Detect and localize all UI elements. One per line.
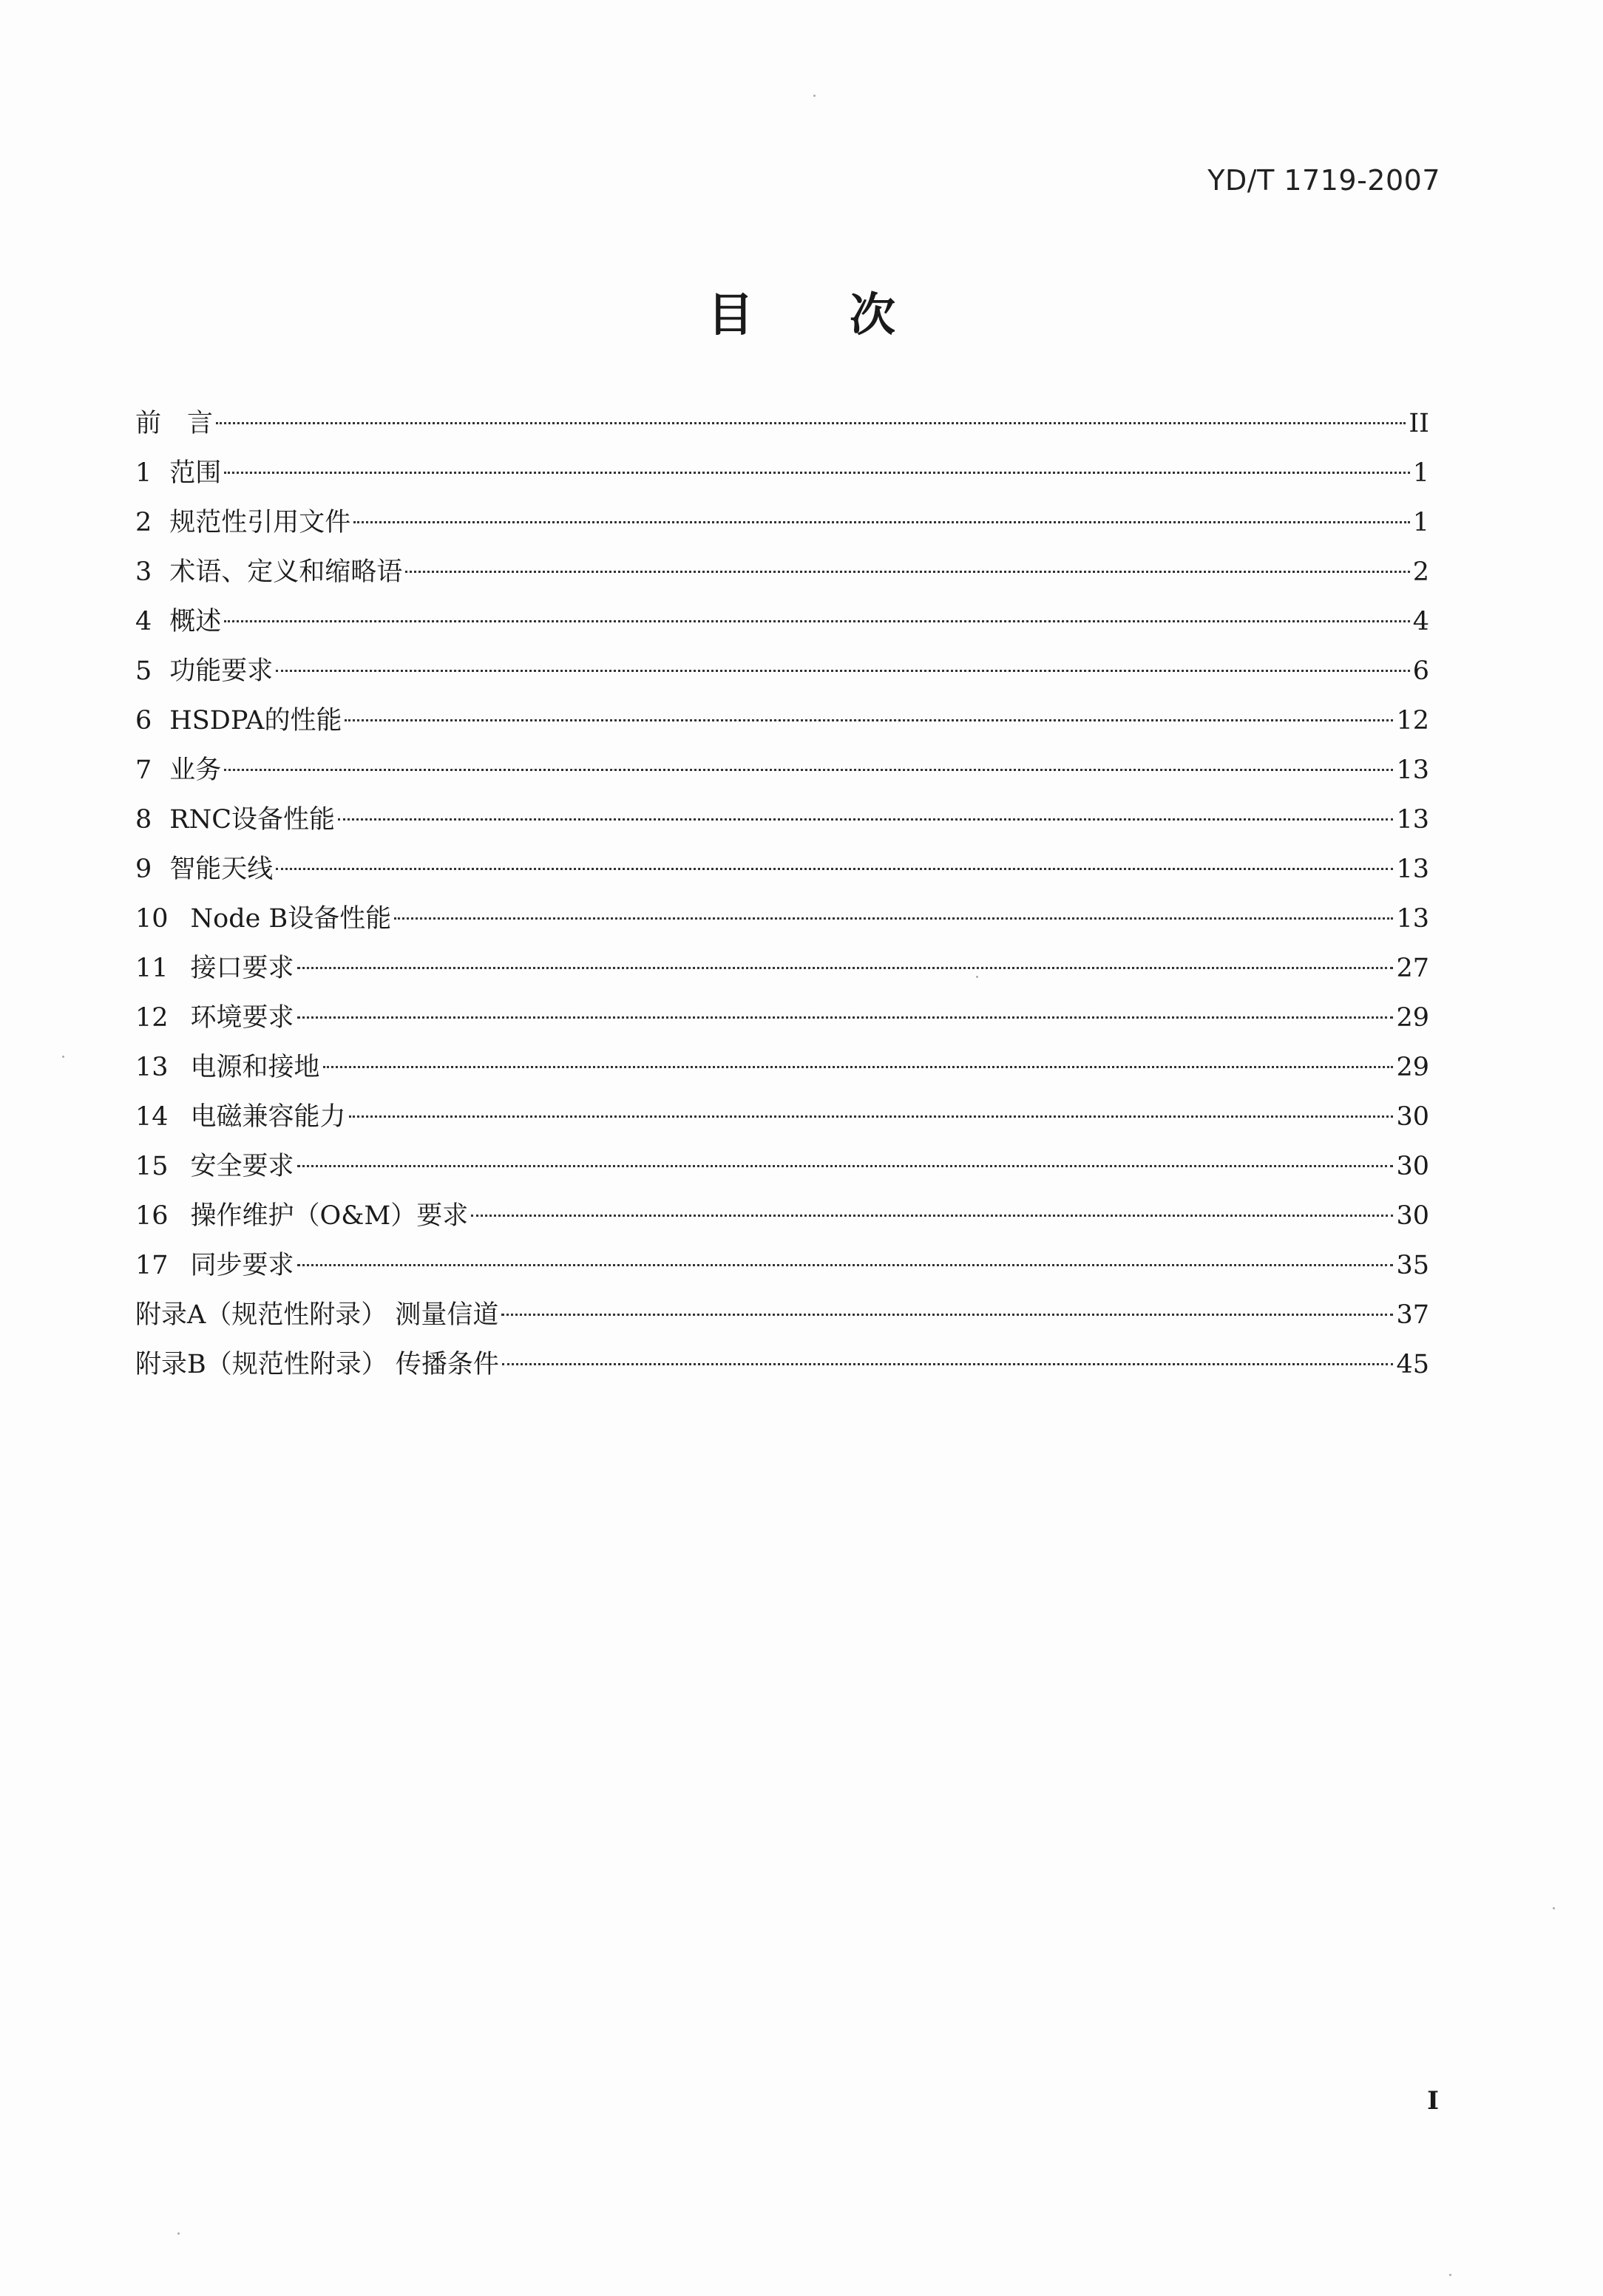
toc-entry[interactable] — [135, 1291, 1429, 1340]
toc-dot-leader — [345, 719, 1393, 721]
toc-dot-leader — [216, 422, 1406, 424]
scan-speck — [1553, 1907, 1555, 1909]
toc-entry-title: 电源和接地 — [190, 1053, 320, 1082]
toc-entry-page: 2 — [1412, 557, 1429, 587]
title-char-2: 次 — [850, 288, 896, 342]
toc-dot-leader — [224, 769, 1393, 771]
toc-entry-title: 环境要求 — [190, 1003, 294, 1033]
toc-entry-number: 3 — [135, 557, 152, 587]
scan-speck — [813, 95, 816, 97]
toc-entry-title: 附录B（规范性附录） 传播条件 — [135, 1350, 499, 1379]
toc-entry-number: 5 — [135, 656, 152, 686]
toc-entry-page: 45 — [1396, 1350, 1429, 1379]
toc-entry-page: 30 — [1396, 1102, 1429, 1132]
toc-entry-number: 17 — [135, 1251, 169, 1280]
toc-entry-page: 1 — [1412, 508, 1429, 537]
toc-entry[interactable] — [135, 894, 1429, 944]
toc-entry-title: 范围 — [169, 458, 222, 488]
toc-dot-leader — [297, 1165, 1394, 1167]
toc-entry-page: 13 — [1396, 904, 1429, 934]
toc-entry[interactable] — [135, 696, 1429, 746]
toc-dot-leader — [297, 1016, 1394, 1019]
toc-entry-number: 12 — [135, 1003, 169, 1033]
toc-entry-number: 10 — [135, 904, 169, 934]
toc-entry[interactable] — [135, 1142, 1429, 1192]
toc-entry[interactable] — [135, 1241, 1429, 1291]
toc-entry[interactable] — [135, 449, 1429, 498]
scan-speck — [1449, 2274, 1451, 2276]
toc-entry-number: 15 — [135, 1152, 169, 1181]
toc-entry-number: 6 — [135, 706, 152, 736]
toc-dot-leader — [297, 967, 1394, 969]
page-title — [0, 278, 1603, 344]
toc-dot-leader — [338, 818, 1393, 821]
scan-speck — [177, 2232, 180, 2235]
toc-entry-page: 29 — [1396, 1003, 1429, 1033]
toc-entry-number: 8 — [135, 805, 152, 835]
toc-entry[interactable] — [135, 1043, 1429, 1093]
toc-entry-title: 电磁兼容能力 — [190, 1102, 346, 1132]
toc-entry-page: 6 — [1412, 656, 1429, 686]
toc-entry[interactable] — [135, 1340, 1429, 1390]
toc-entry-number: 4 — [135, 607, 152, 636]
toc-dot-leader — [276, 670, 1409, 672]
toc-entry-number: 2 — [135, 508, 152, 537]
toc-entry-title: 安全要求 — [190, 1152, 294, 1181]
toc-entry-number: 16 — [135, 1201, 169, 1231]
toc-entry[interactable] — [135, 597, 1429, 647]
toc-entry-page: 13 — [1396, 755, 1429, 785]
toc-entry-title: HSDPA的性能 — [169, 706, 342, 736]
toc-entry-title: 概述 — [169, 607, 222, 636]
toc-dot-leader — [276, 868, 1393, 870]
toc-entry[interactable] — [135, 746, 1429, 795]
toc-entry-title: 前 言 — [135, 409, 214, 438]
toc-entry-page: 4 — [1412, 607, 1429, 636]
toc-dot-leader — [471, 1215, 1393, 1217]
toc-entry-title: 同步要求 — [190, 1251, 294, 1280]
toc-entry-page: 30 — [1396, 1152, 1429, 1181]
toc-entry-page: 35 — [1396, 1251, 1429, 1280]
table-of-contents — [135, 399, 1429, 1390]
toc-entry-title: RNC设备性能 — [169, 805, 336, 835]
toc-entry-title: Node B设备性能 — [190, 904, 392, 934]
toc-entry-number: 13 — [135, 1053, 169, 1082]
toc-entry[interactable] — [135, 1093, 1429, 1142]
page-number: I — [1427, 2086, 1439, 2116]
toc-entry-title: 操作维护（O&M）要求 — [190, 1201, 469, 1231]
toc-entry-title: 接口要求 — [190, 954, 294, 983]
toc-entry-page: 27 — [1396, 954, 1429, 983]
toc-entry-page: 12 — [1396, 706, 1429, 736]
toc-dot-leader — [224, 472, 1409, 474]
toc-dot-leader — [501, 1314, 1393, 1316]
toc-entry[interactable] — [135, 647, 1429, 696]
toc-entry-number: 9 — [135, 855, 152, 884]
toc-dot-leader — [394, 917, 1393, 920]
toc-entry-page: 13 — [1396, 855, 1429, 884]
toc-dot-leader — [323, 1066, 1394, 1068]
title-char-1: 目 — [707, 288, 753, 342]
toc-dot-leader — [502, 1363, 1394, 1365]
toc-entry[interactable] — [135, 1192, 1429, 1241]
toc-entry-number: 7 — [135, 755, 152, 785]
toc-entry-page: 1 — [1412, 458, 1429, 488]
scan-speck — [976, 976, 978, 978]
toc-entry-page: 37 — [1396, 1300, 1429, 1330]
toc-dot-leader — [224, 620, 1409, 622]
toc-entry-page: 13 — [1396, 805, 1429, 835]
toc-entry[interactable] — [135, 498, 1429, 548]
toc-entry-title: 规范性引用文件 — [169, 508, 351, 537]
toc-entry[interactable] — [135, 399, 1429, 449]
scan-speck — [62, 1056, 64, 1058]
toc-entry-page: 30 — [1396, 1201, 1429, 1231]
toc-dot-leader — [405, 571, 1409, 573]
toc-entry-number: 11 — [135, 954, 169, 983]
toc-dot-leader — [297, 1264, 1394, 1266]
toc-entry-title: 功能要求 — [169, 656, 274, 686]
toc-entry-number: 1 — [135, 458, 152, 488]
toc-entry-title: 业务 — [169, 755, 222, 785]
toc-entry-page: II — [1409, 409, 1429, 438]
toc-entry-number: 14 — [135, 1102, 169, 1132]
toc-entry[interactable] — [135, 548, 1429, 597]
toc-entry-title: 附录A（规范性附录） 测量信道 — [135, 1300, 499, 1330]
document-number: YD/T 1719-2007 — [1207, 164, 1440, 197]
toc-entry[interactable] — [135, 944, 1429, 994]
toc-dot-leader — [353, 521, 1409, 523]
toc-entry-title: 智能天线 — [169, 855, 274, 884]
toc-entry-title: 术语、定义和缩略语 — [169, 557, 403, 587]
toc-entry-page: 29 — [1396, 1053, 1429, 1082]
toc-entry[interactable] — [135, 795, 1429, 845]
toc-entry[interactable] — [135, 845, 1429, 894]
toc-entry[interactable] — [135, 994, 1429, 1043]
toc-dot-leader — [349, 1115, 1394, 1118]
